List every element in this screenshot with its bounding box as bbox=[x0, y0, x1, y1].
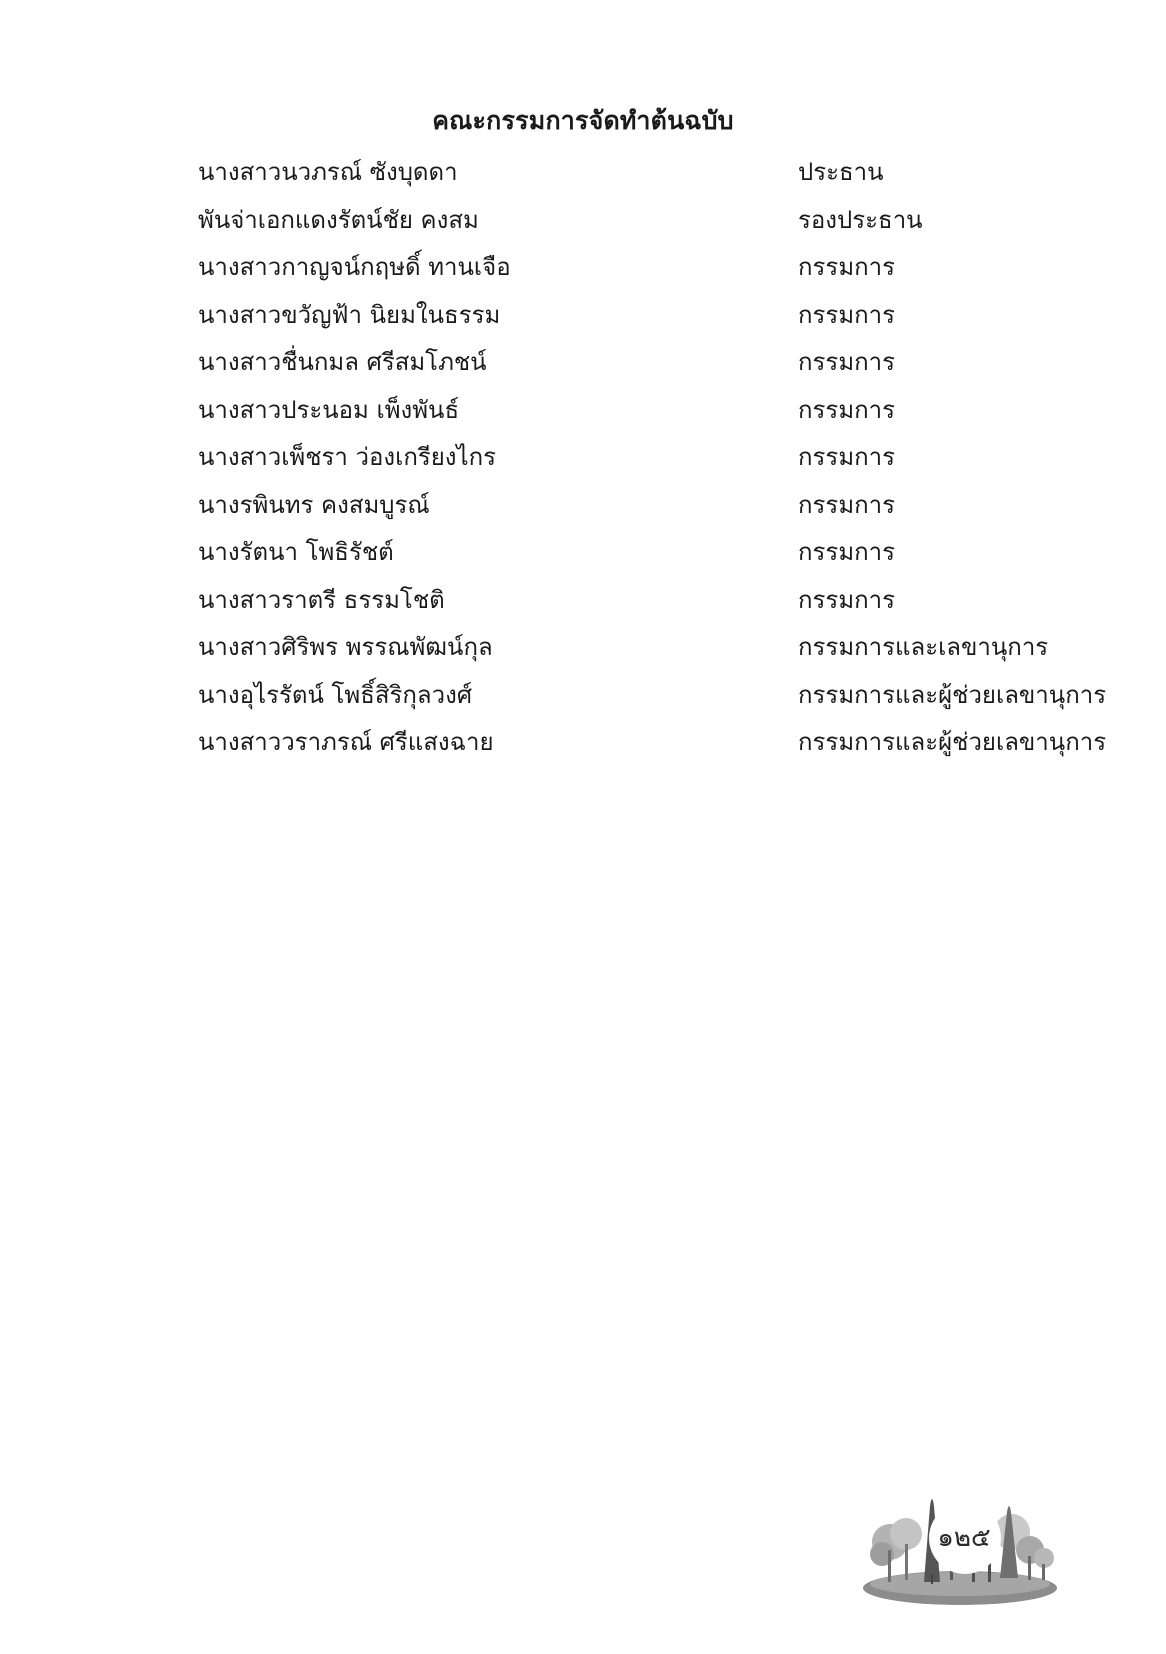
member-name: นางสาวประนอม เพ็งพันธ์ bbox=[198, 395, 460, 424]
page-title: คณะกรรมการจัดทำต้นฉบับ bbox=[432, 105, 734, 135]
member-role: กรรมการ bbox=[798, 253, 896, 282]
member-name: นางสาวชื่นกมล ศรีสมโภชน์ bbox=[198, 348, 487, 377]
member-name: นางอุไรรัตน์ โพธิ์สิริกุลวงศ์ bbox=[198, 680, 473, 709]
member-name: นางสาวนวภรณ์ ซังบุดดา bbox=[198, 158, 458, 187]
member-name: นางสาวเพ็ชรา ว่องเกรียงไกร bbox=[198, 443, 497, 472]
member-row bbox=[198, 481, 1118, 529]
committee-member-list bbox=[198, 148, 1118, 766]
member-row bbox=[198, 291, 1118, 339]
member-role: กรรมการ bbox=[798, 348, 896, 377]
member-role: ประธาน bbox=[798, 158, 884, 187]
member-role: กรรมการ bbox=[798, 300, 896, 329]
member-role: กรรมการ bbox=[798, 443, 896, 472]
member-row bbox=[198, 338, 1118, 386]
member-row bbox=[198, 718, 1118, 766]
member-row bbox=[198, 386, 1118, 434]
page-number: ๑๒๕ bbox=[937, 1523, 991, 1553]
member-name: นางสาวศิริพร พรรณพัฒน์กุล bbox=[198, 633, 493, 662]
member-name: นางสาวขวัญฟ้า นิยมในธรรม bbox=[198, 300, 501, 329]
member-row bbox=[198, 243, 1118, 291]
member-name: นางสาวราตรี ธรรมโชติ bbox=[198, 585, 445, 614]
member-name: นางสาววราภรณ์ ศรีแสงฉาย bbox=[198, 728, 494, 757]
member-row bbox=[198, 623, 1118, 671]
member-row bbox=[198, 576, 1118, 624]
member-name: พันจ่าเอกแดงรัตน์ชัย คงสม bbox=[198, 205, 479, 234]
member-name: นางรัตนา โพธิรัชต์ bbox=[198, 538, 394, 567]
member-role: กรรมการ bbox=[798, 585, 896, 614]
member-role: กรรมการ bbox=[798, 490, 896, 519]
member-row bbox=[198, 671, 1118, 719]
member-name: นางสาวกาญจน์กฤษดิ์ ทานเจือ bbox=[198, 253, 511, 282]
member-row bbox=[198, 528, 1118, 576]
member-row bbox=[198, 196, 1118, 244]
member-role: กรรมการ bbox=[798, 538, 896, 567]
member-name: นางรพินทร คงสมบูรณ์ bbox=[198, 490, 430, 519]
member-role: กรรมการและเลขานุการ bbox=[798, 633, 1049, 662]
member-role: รองประธาน bbox=[798, 205, 923, 234]
member-row bbox=[198, 433, 1118, 481]
member-role: กรรมการ bbox=[798, 395, 896, 424]
member-row bbox=[198, 148, 1118, 196]
member-role: กรรมการและผู้ช่วยเลขานุการ bbox=[798, 728, 1107, 757]
member-role: กรรมการและผู้ช่วยเลขานุการ bbox=[798, 680, 1107, 709]
